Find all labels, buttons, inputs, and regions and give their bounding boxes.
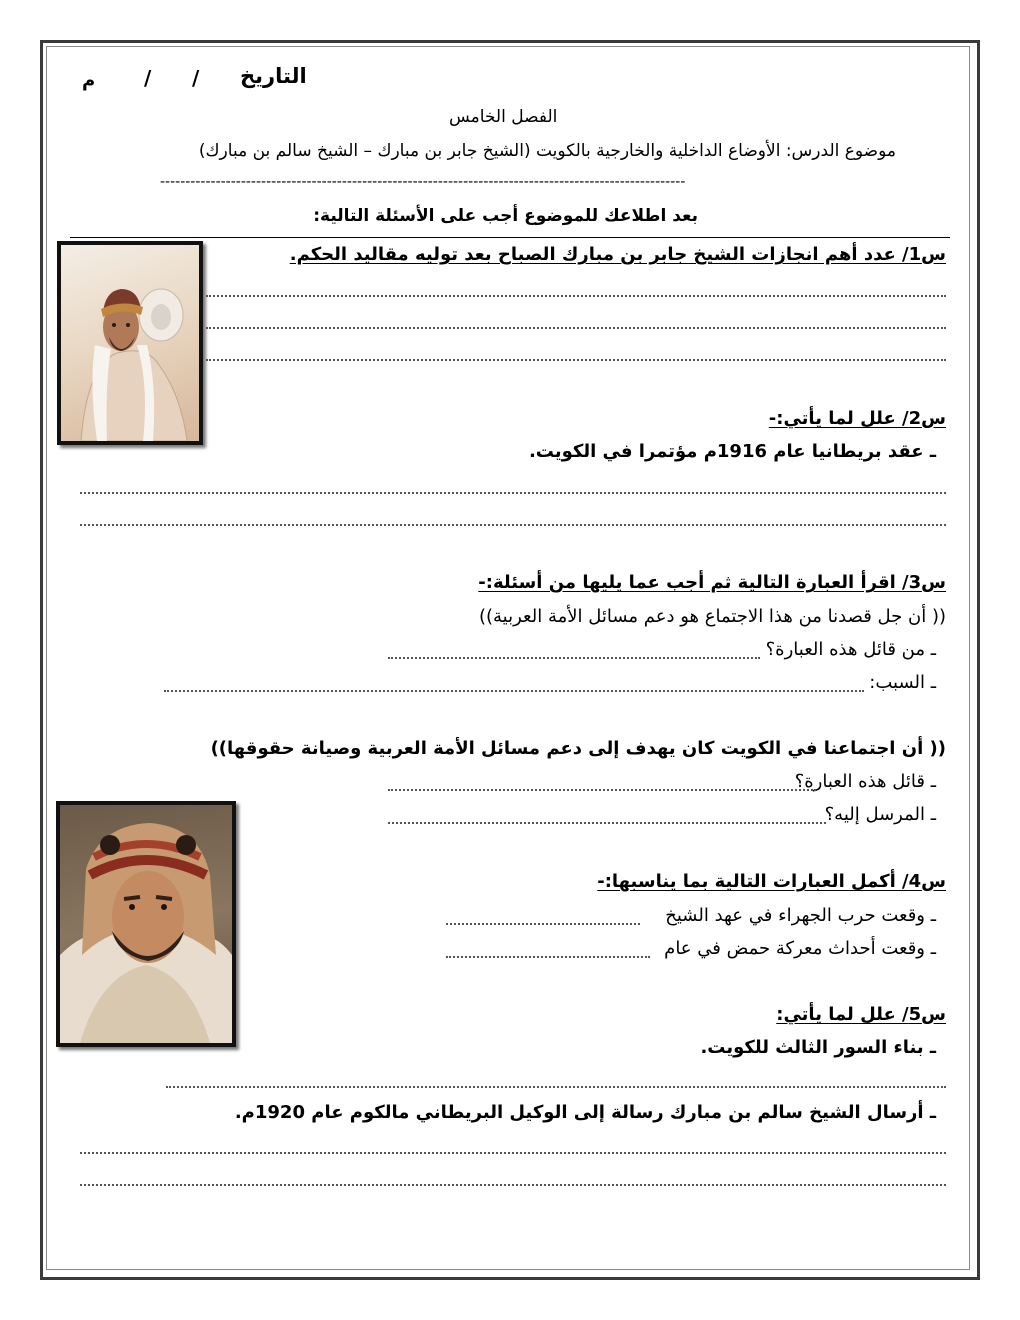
portrait-sheikh-jaber-image	[61, 245, 199, 441]
date-slash: /	[144, 66, 152, 90]
question-3-ask-recipient: ـ المرسل إليه؟	[824, 804, 936, 825]
quote-1: (( أن جل قصدنا من هذا الاجتماع هو دعم مسائل الأمة العربية))	[478, 606, 946, 627]
lesson-topic: موضوع الدرس: الأوضاع الداخلية والخارجية بالكويت (الشيخ جابر بن مبارك – الشيخ سالم بن مبارك)	[198, 141, 896, 161]
question-4-item-1: ـ وقعت حرب الجهراء في عهد الشيخ	[665, 905, 936, 926]
question-4-item-2: ـ وقعت أحداث معركة حمض في عام	[664, 938, 936, 959]
answer-line[interactable]	[206, 327, 946, 329]
quote-2: (( أن اجتماعنا في الكويت كان يهدف إلى دعم مسائل الأمة العربية وصيانة حقوقها))	[210, 738, 946, 759]
question-3-ask-speaker-2: ـ قائل هذه العبارة؟	[794, 771, 936, 792]
date-era: م	[82, 70, 96, 91]
instructions: بعد اطلاعك للموضوع أجب على الأسئلة التالية:	[313, 206, 698, 226]
answer-line[interactable]	[206, 295, 946, 297]
answer-line[interactable]	[446, 923, 640, 925]
date-slash: /	[192, 66, 200, 90]
question-2-item: ـ عقد بريطانيا عام 1916م مؤتمرا في الكويت.	[528, 441, 936, 462]
date-label: التاريخ	[240, 64, 307, 88]
answer-line[interactable]	[206, 359, 946, 361]
answer-line[interactable]	[80, 1152, 946, 1154]
question-5-item-2: ـ أرسال الشيخ سالم بن مبارك رسالة إلى الوكيل البريطاني مالكوم عام 1920م.	[234, 1102, 936, 1123]
question-1-title: س1/ عدد أهم انجازات الشيخ جابر بن مبارك الصباح بعد توليه مقاليد الحكم.	[289, 244, 946, 265]
answer-line[interactable]	[164, 690, 864, 692]
answer-line[interactable]	[166, 1086, 946, 1088]
portrait-sheikh-jaber	[57, 241, 203, 445]
question-2-title: س2/ علل لما يأتي:-	[768, 408, 946, 429]
question-3-ask-speaker: ـ من قائل هذه العبارة؟	[765, 639, 936, 660]
chapter-title: الفصل الخامس	[449, 107, 558, 127]
question-3-ask-reason: ـ السبب:	[869, 672, 936, 693]
question-5-title: س5/ علل لما يأتي:	[776, 1004, 946, 1025]
answer-line[interactable]	[446, 956, 650, 958]
dashed-separator: --------------------------------------------------------------------------------------------------------	[160, 174, 686, 190]
answer-line[interactable]	[388, 657, 760, 659]
question-3-title: س3/ اقرأ العبارة التالية ثم أجب عما يليها من أسئلة:-	[478, 572, 946, 593]
portrait-sheikh-salem	[56, 801, 236, 1047]
answer-line[interactable]	[80, 492, 946, 494]
question-5-item-1: ـ بناء السور الثالث للكويت.	[700, 1037, 936, 1058]
answer-line[interactable]	[388, 822, 826, 824]
answer-line[interactable]	[80, 524, 946, 526]
question-4-title: س4/ أكمل العبارات التالية بما يناسبها:-	[597, 871, 946, 892]
portrait-sheikh-salem-image	[60, 805, 232, 1043]
answer-line[interactable]	[388, 789, 816, 791]
answer-line[interactable]	[80, 1184, 946, 1186]
header-rule	[70, 237, 950, 238]
